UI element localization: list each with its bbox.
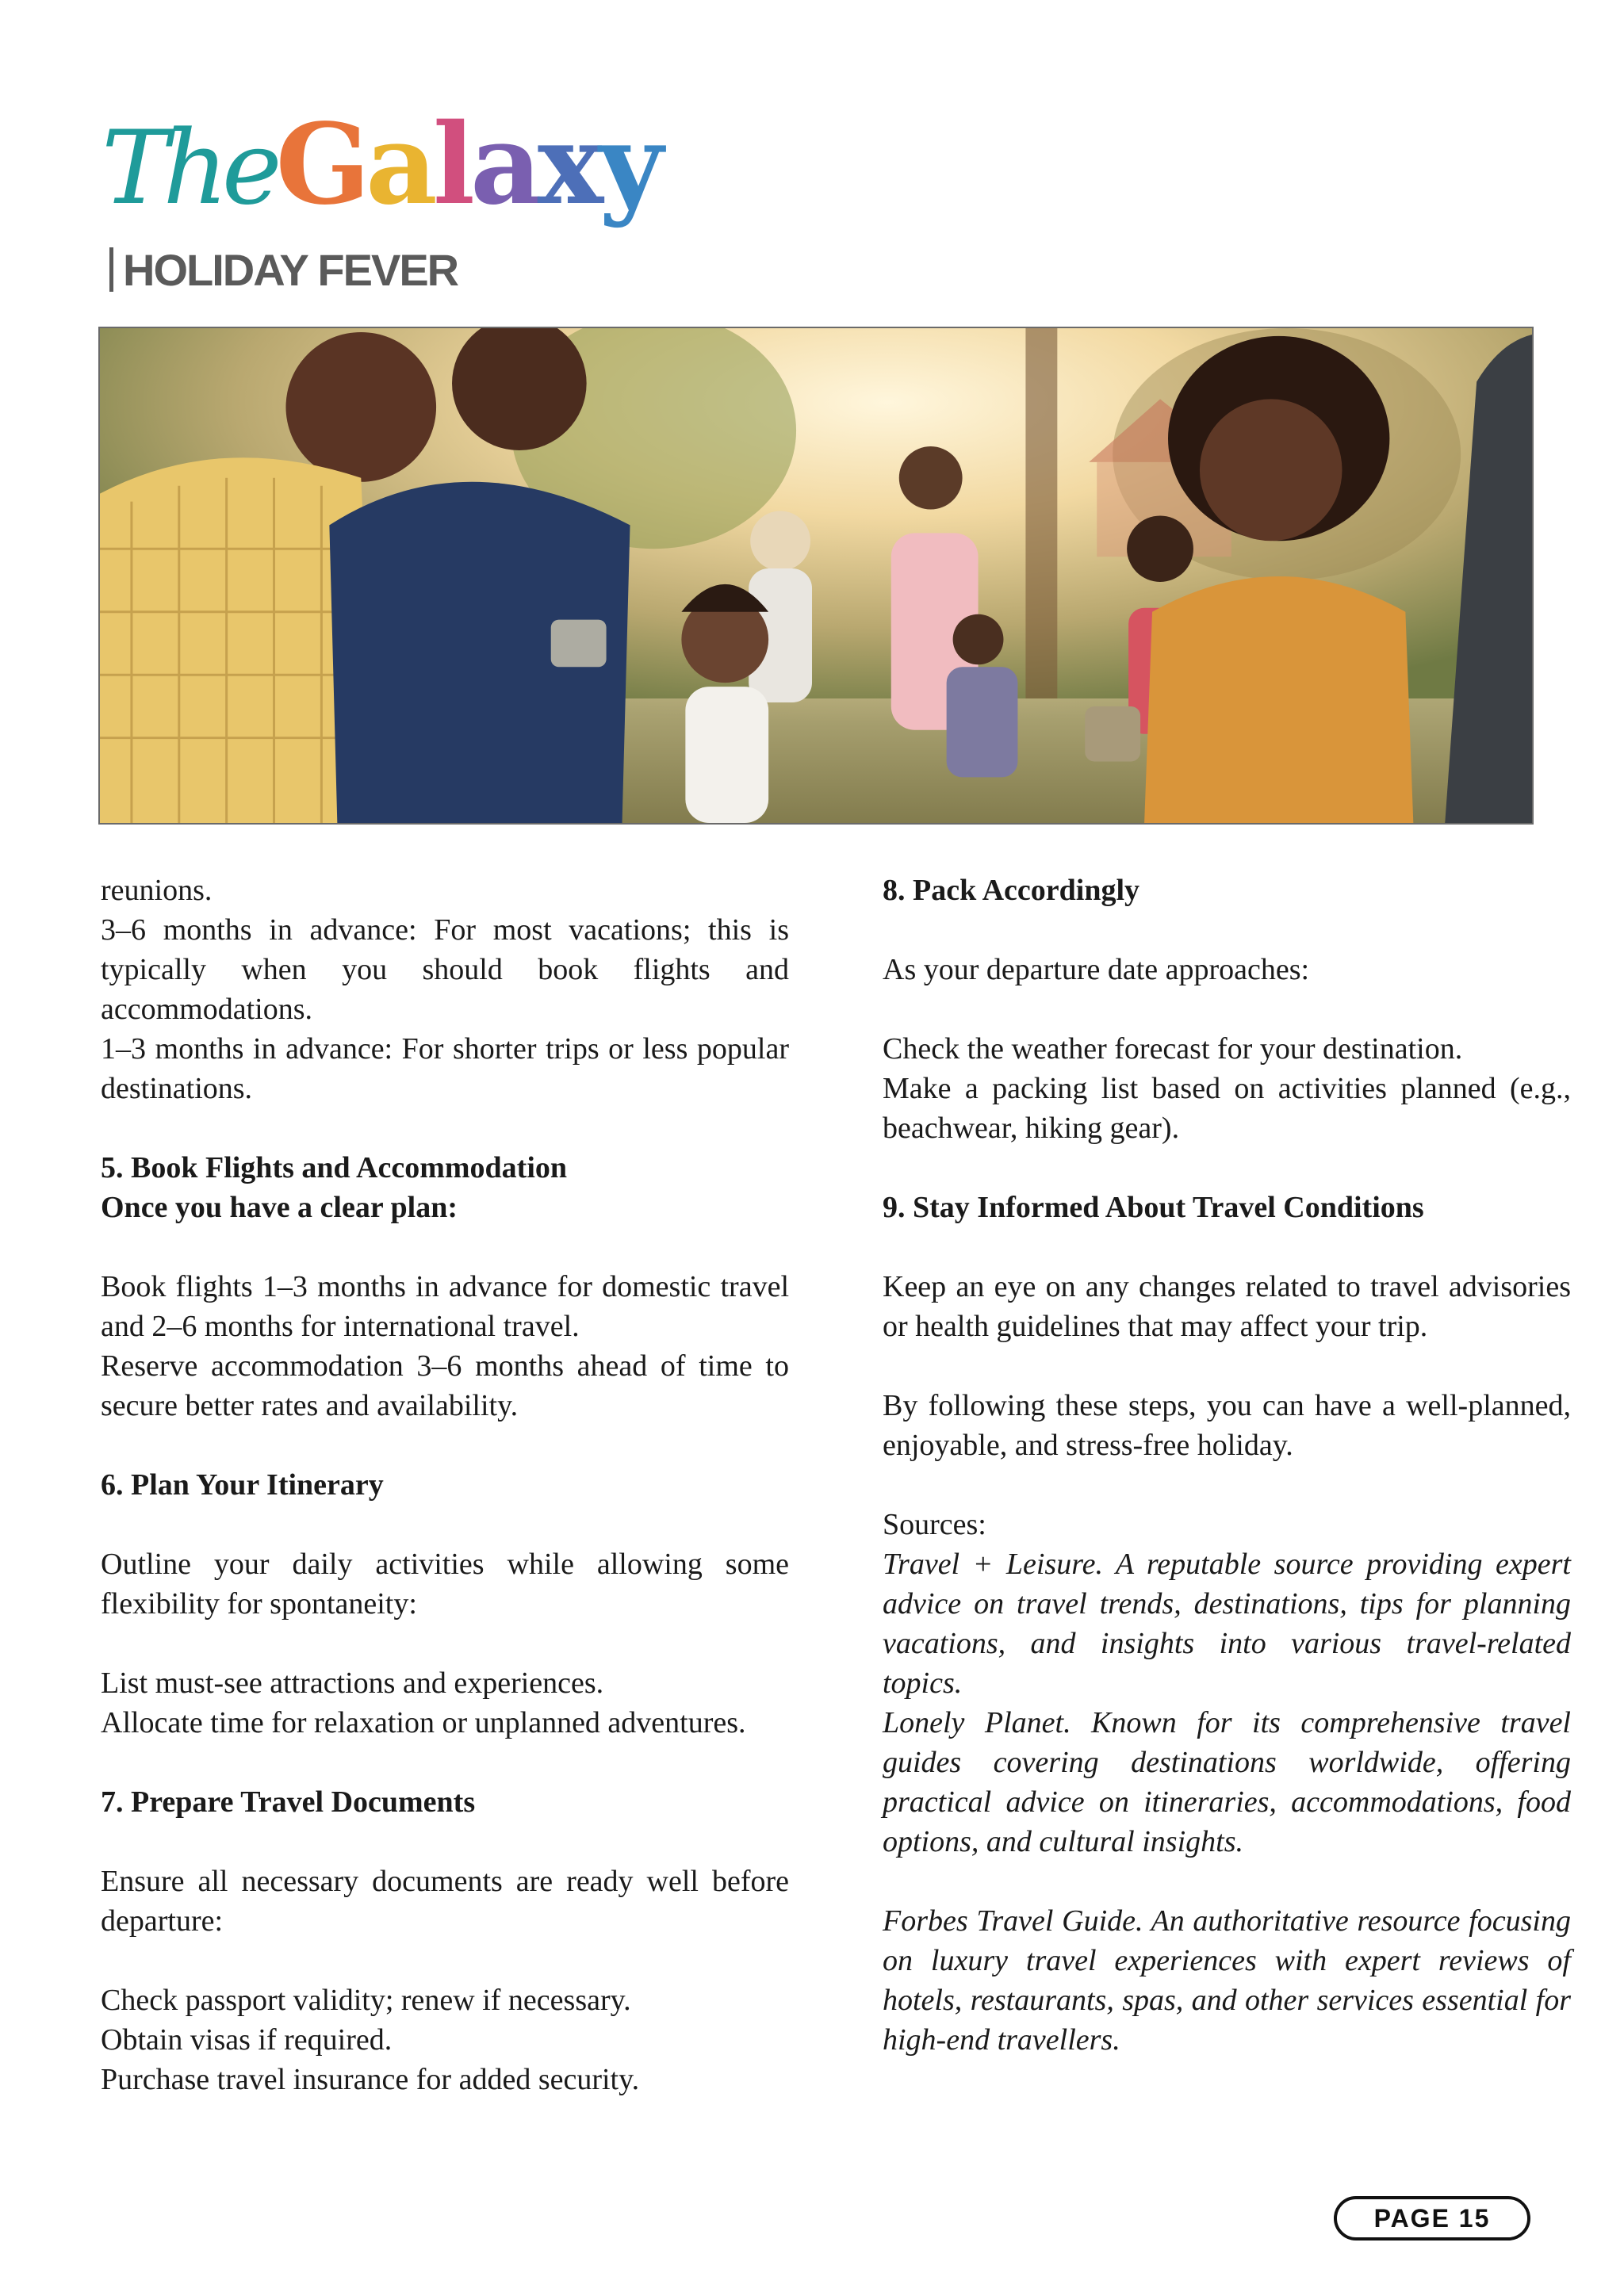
source-entry: Forbes Travel Guide. An authoritative resource focusing on luxury travel experiences with expert reviews of hotels, restaurants, spas, and other services essential for high-end travellers. [883,1904,1571,2057]
logo-letter: G [275,100,366,230]
section-label-text: HOLIDAY FEVER [123,245,458,295]
logo-prefix: The [102,109,276,228]
section-label [109,244,458,297]
paragraph: Check passport validity; renew if necessary. [101,1984,631,2017]
logo-letter: a [470,100,538,230]
section-divider [109,247,113,292]
right-column [883,871,1571,2060]
sources-label: Sources: [883,1508,986,1541]
paragraph: Keep an eye on any changes related to travel advisories or health guidelines that may affect your trip. [883,1270,1571,1343]
paragraph: As your departure date approaches: [883,953,1310,986]
section-subheading: Once you have a clear plan: [101,1191,458,1224]
logo-letter: l [432,100,471,230]
logo-letter: x [537,100,599,230]
paragraph: Reserve accommodation 3–6 months ahead of time to secure better rates and availability. [101,1349,789,1422]
paragraph: Outline your daily activities while allowing some flexibility for spontaneity: [101,1548,789,1621]
logo-letter: a [366,100,433,230]
source-entry: Lonely Planet. Known for its comprehensive travel guides covering destinations worldwide, offering practical advice on itineraries, accommodations, food options, and cultural insights. [883,1706,1571,1858]
spacer [101,1505,789,1544]
paragraph: 3–6 months in advance: For most vacations; this is typically when you should book flights and accommodations. [101,913,789,1026]
spacer [101,1822,789,1862]
spacer [101,1227,789,1267]
paragraph: By following these steps, you can have a well-planned, enjoyable, and stress-free holiday. [883,1389,1571,1462]
logo-letter: y [599,100,659,230]
left-column [101,871,789,2099]
section-heading: 6. Plan Your Itinerary [101,1468,384,1502]
page-number-badge: PAGE 15 [1334,2196,1530,2241]
spacer [883,1346,1571,1386]
photo-illustration [100,328,1532,823]
paragraph: Book flights 1–3 months in advance for domestic travel and 2–6 months for international travel. [101,1270,789,1343]
spacer [883,910,1571,950]
section-heading: 5. Book Flights and Accommodation [101,1151,568,1184]
section-heading: 7. Prepare Travel Documents [101,1785,476,1819]
spacer [101,1425,789,1465]
paragraph: Make a packing list based on activities planned (e.g., beachwear, hiking gear). [883,1072,1571,1145]
spacer [883,989,1571,1029]
magazine-logo [102,100,659,236]
source-entry: Travel + Leisure. A reputable source providing expert advice on travel trends, destinations, tips for planning vacations, and insights into various travel-related topics. [883,1548,1571,1700]
paragraph: List must-see attractions and experiences. [101,1667,604,1700]
paragraph: Ensure all necessary documents are ready well before departure: [101,1865,789,1938]
paragraph: reunions. [101,874,213,907]
spacer [101,1743,789,1782]
paragraph: Purchase travel insurance for added security. [101,2063,640,2096]
spacer [101,1108,789,1148]
section-heading: 8. Pack Accordingly [883,874,1140,907]
spacer [101,1624,789,1663]
spacer [883,1148,1571,1188]
spacer [883,1227,1571,1267]
family-gathering-photo [98,327,1534,825]
spacer [101,1941,789,1980]
paragraph: Check the weather forecast for your destination. [883,1032,1463,1066]
paragraph: 1–3 months in advance: For shorter trips or less popular destinations. [101,1032,789,1105]
section-heading: 9. Stay Informed About Travel Conditions [883,1191,1424,1224]
logo-wordmark [276,100,659,230]
spacer [883,1465,1571,1505]
spacer [883,1862,1571,1901]
paragraph: Allocate time for relaxation or unplanned adventures. [101,1706,746,1739]
paragraph: Obtain visas if required. [101,2023,393,2057]
